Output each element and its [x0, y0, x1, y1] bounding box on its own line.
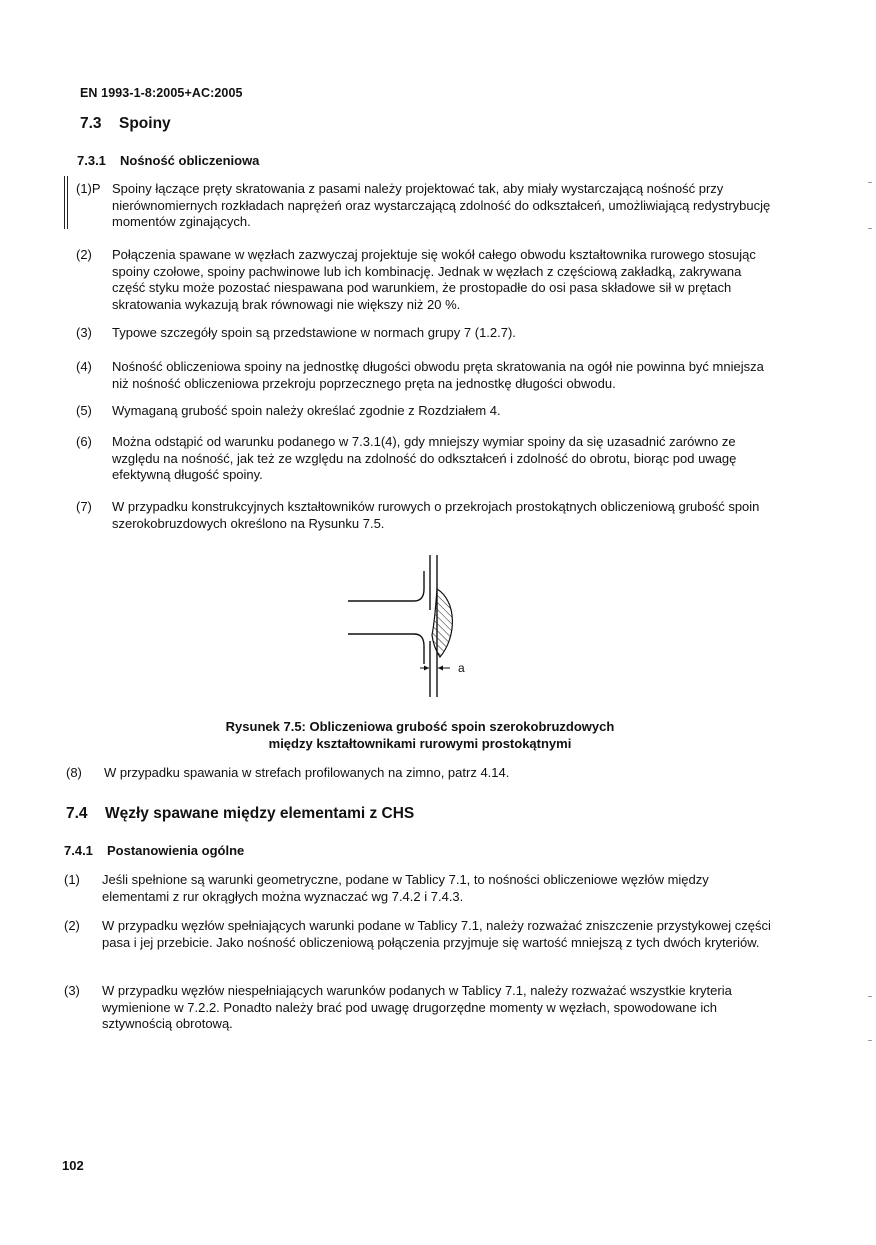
section-number: 7.4: [66, 805, 88, 822]
page-number: 102: [62, 1158, 84, 1173]
paragraph-number: (3): [64, 983, 80, 998]
paragraph-7-4-1-1: [64, 872, 774, 906]
paragraph-number: (7): [76, 499, 92, 514]
section-title: Węzły spawane między elementami z CHS: [105, 805, 415, 822]
standard-code-header: EN 1993-1-8:2005+AC:2005: [80, 86, 243, 100]
paragraph-7-3-1-3: [76, 325, 776, 342]
subsection-number: 7.4.1: [64, 843, 93, 858]
paragraph-text: W przypadku węzłów spełniających warunki podane w Tablicy 7.1, należy rozważać zniszczenie przystykowej części pasa i jej przebicie. Jako nośność obliczeniową połączenia przyjmuje się wartość mniejszą z tych dwóch kryteriów.: [102, 918, 771, 950]
paragraph-number: (3): [76, 325, 92, 340]
dim-arrow-left: [424, 666, 429, 671]
paragraph-text: W przypadku konstrukcyjnych kształtowników rurowych o przekrojach prostokątnych obliczeniową grubość spoin szerokobruzdowych określono na Rysunku 7.5.: [112, 499, 760, 531]
paragraph-number: (5): [76, 403, 92, 418]
paragraph-number: (2): [64, 918, 80, 933]
subsection-title: Nośność obliczeniowa: [120, 153, 260, 168]
paragraph-7-4-1-3: [64, 983, 774, 1035]
paragraph-7-3-1-2: [76, 247, 776, 317]
paragraph-number: (8): [66, 765, 82, 780]
brace-wall-lower: [348, 634, 424, 664]
paragraph-text: Jeśli spełnione są warunki geometryczne, podane w Tablicy 7.1, to nośności obliczeniowe węzłów między elementami z rur okrągłych można wyznaczać wg 7.4.2 i 7.4.3.: [102, 872, 709, 904]
margin-mark: [868, 182, 872, 183]
paragraph-text: Nośność obliczeniowa spoiny na jednostkę długości obwodu pręta skratowania na ogół nie powinna być mniejsza niż nośność obliczeniowa przekroju poprzecznego pręta na jednostkę długości obwodu.: [112, 359, 764, 391]
dim-arrow-right: [438, 666, 443, 671]
figure-caption-line-1: Rysunek 7.5: Obliczeniowa grubość spoin szerokobruzdowych: [225, 719, 615, 734]
paragraph-number: (2): [76, 247, 92, 262]
dimension-label-a: a: [458, 661, 465, 675]
weld-detail-drawing: [340, 555, 500, 700]
paragraph-7-4-1-2: [64, 918, 774, 970]
paragraph-7-3-1-8: [66, 765, 776, 782]
margin-mark: [868, 996, 872, 997]
margin-mark: [868, 228, 872, 229]
margin-mark: [868, 1040, 872, 1041]
figure-caption: [120, 718, 720, 752]
paragraph-number: (1)P: [76, 181, 101, 196]
paragraph-7-3-1-6: [76, 434, 776, 486]
paragraph-text: W przypadku węzłów niespełniających warunków podanych w Tablicy 7.1, należy rozważać wszystkie kryteria wymienione w 7.2.2. Ponadto należy brać pod uwagę drugorzędne momenty w węzłach, spowodowane ich sztywnością obrotową.: [102, 983, 732, 1031]
paragraph-text: W przypadku spawania w strefach profilowanych na zimno, patrz 4.14.: [104, 765, 510, 780]
subsection-heading-7-4-1: [64, 843, 244, 858]
paragraph-text: Typowe szczegóły spoin są przedstawione w normach grupy 7 (1.2.7).: [112, 325, 516, 340]
section-title: Spoiny: [119, 115, 171, 132]
paragraph-number: (4): [76, 359, 92, 374]
paragraph-number: (6): [76, 434, 92, 449]
paragraph-text: Połączenia spawane w węzłach zazwyczaj projektuje się wokół całego obwodu kształtownika rurowego stosując spoiny czołowe, spoiny pachwinowe lub ich kombinację. Jednak w węzłach z częściową zakładką, zakrywana część styku może pozostać niespawana pod warunkiem, że prostopadłe do osi pasa składowe sił w prętach skratowania wykazują brak równowagi nie większy niż 20 %.: [112, 247, 756, 312]
weld-hatch: [432, 589, 452, 657]
paragraph-7-3-1-1: [76, 181, 776, 233]
paragraph-7-3-1-4: [76, 359, 776, 393]
paragraph-7-3-1-5: [76, 403, 776, 420]
paragraph-text: Wymaganą grubość spoin należy określać zgodnie z Rozdziałem 4.: [112, 403, 501, 418]
paragraph-text: Można odstąpić od warunku podanego w 7.3.1(4), gdy mniejszy wymiar spoiny da się uzasadnić zarówno ze względu na nośność, jak też ze względu na zdolność do odkształceń i zdolność do obrotu, biorąc pod uwagę efektywną długość spoiny.: [112, 434, 737, 482]
figure-caption-line-2: między kształtownikami rurowymi prostokątnymi: [268, 736, 572, 751]
paragraph-text: Spoiny łączące pręty skratowania z pasami należy projektować tak, aby miały wystarczającą nośność przy nierównomiernych rozkładach naprężeń oraz wystarczającą zdolność do odkształceń, umożliwiającą redystrybucję momentów zginających.: [112, 181, 771, 229]
paragraph-number: (1): [64, 872, 80, 887]
section-number: 7.3: [80, 115, 102, 132]
section-heading-7-3: [80, 115, 171, 133]
paragraph-7-3-1-7: [76, 499, 776, 533]
subsection-number: 7.3.1: [77, 153, 106, 168]
figure-7-5: [340, 555, 500, 705]
subsection-title: Postanowienia ogólne: [107, 843, 245, 858]
subsection-heading-7-3-1: [77, 153, 259, 168]
section-heading-7-4: [66, 805, 414, 823]
brace-wall-upper: [348, 571, 424, 601]
change-bar: [64, 176, 68, 229]
